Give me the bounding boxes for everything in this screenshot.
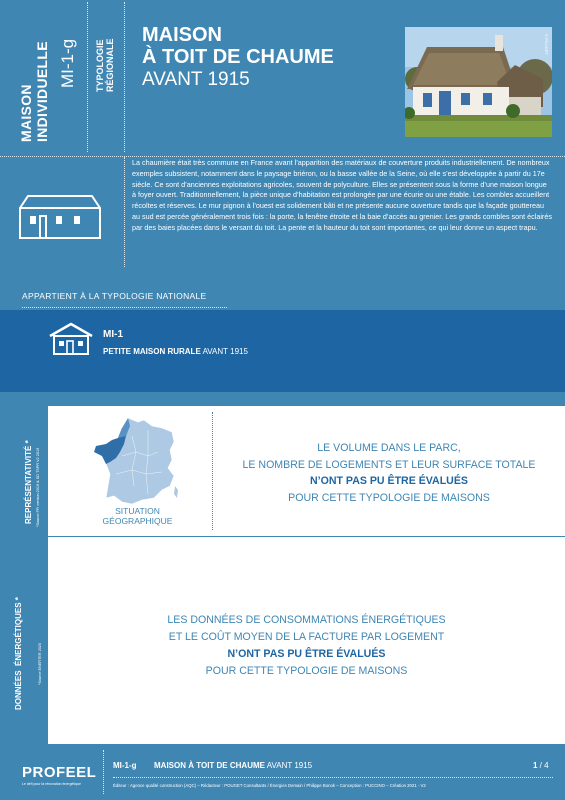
house-icon — [48, 322, 94, 356]
map-caption: SITUATION GÉOGRAPHIQUE — [102, 506, 173, 526]
divider — [48, 536, 565, 537]
national-typology-code: MI-1 — [103, 329, 123, 340]
profeel-logo: PROFEEL — [22, 764, 97, 781]
national-typology-name: PETITE MAISON RURALE AVANT 1915 — [103, 347, 248, 356]
typology-type-label: TYPOLOGIE RÉGIONALE — [95, 38, 115, 92]
page-title-line2: À TOIT DE CHAUME — [142, 46, 334, 68]
divider — [103, 750, 104, 794]
national-typology-heading: APPARTIENT À LA TYPOLOGIE NATIONALE — [22, 291, 207, 301]
energy-label: DONNÉES ÉNERGÉTIQUES * — [14, 597, 23, 710]
france-map — [92, 416, 180, 508]
photo-credit: ©POUGET — [544, 33, 549, 55]
typology-code: MI-1-g — [58, 38, 77, 88]
footer-title: MAISON À TOIT DE CHAUME AVANT 1915 — [154, 761, 313, 770]
divider — [124, 2, 126, 152]
representativity-message: LE VOLUME DANS LE PARC, LE NOMBRE DE LOGEMENTS ET LEUR SURFACE TOTALE N’ONT PAS PU ÊTRE ÉVALUÉS POUR CETTE TYPOLOGIE DE MAISONS — [242, 442, 536, 504]
divider — [87, 2, 89, 152]
energy-message: LES DONNÉES DE CONSOMMATIONS ÉNERGÉTIQUES ET LE COÛT MOYEN DE LA FACTURE PAR LOGEMENT N’ONT PAS PU ÊTRE ÉVALUÉS POUR CETTE TYPOLOGIE DE MAISONS — [167, 614, 446, 677]
representativity-source: *Source FFI version 2019 & SD TSPR V2 2019 — [36, 447, 40, 527]
footer-code: MI-1-g — [113, 761, 137, 770]
divider — [0, 156, 565, 157]
logo-tagline: Le défi pour la rénovation énergétique — [22, 782, 81, 786]
house-outline-icon — [18, 192, 102, 240]
page-title-line1: MAISON — [142, 24, 222, 46]
page-number: 1 / 4 — [533, 761, 549, 770]
representativity-label: REPRÉSENTATIVITÉ * — [24, 440, 33, 524]
divider — [22, 307, 227, 308]
footer-credits: Éditeur : Agence qualité construction (AQC) – Rédacteur : POUGET Consultants / Énergies Demain / Philippe Bonok – Conception : PUCCINO – Création 2021 - V2 — [113, 783, 426, 788]
divider — [113, 777, 553, 778]
house-photo — [405, 27, 552, 137]
category-label: MAISON INDIVIDUELLE — [18, 41, 50, 142]
description-text: La chaumière était très commune en France avant l’apparition des matériaux de couverture produits industriellement. De nombreux exemples subsistent, notamment dans le paysage briéron, ou la basse vallée de la Seine, où elle s’est développée à partir du 17e siècle. Ce sont d’anciennes exploitations agricoles, souvent de polyculture. Elles se présentent sous la forme d’une maison longue à foyer ouvert. Traditionnellement, la pièce unique d’habitation est prolongée par une écurie ou une étable. Les combles accueillent récoltes et réserves. Le mur pignon à l’ouest est solidement bâti et ne présente aucune ouverture tandis que la façade gouttereau au sud est percée généralement trois fois : la porte, la fenêtre étroite et la baie d’accès au grenier. Les grands combles sont éclairés par des baies placées dans le versant du toit. La pente et la hauteur du toit sont importantes, ce qui leur donne un aspect trapu. — [132, 158, 552, 232]
energy-source: *Source ENERTER 2020 — [38, 642, 42, 685]
page-title-line3: AVANT 1915 — [142, 69, 250, 90]
divider — [124, 157, 126, 267]
